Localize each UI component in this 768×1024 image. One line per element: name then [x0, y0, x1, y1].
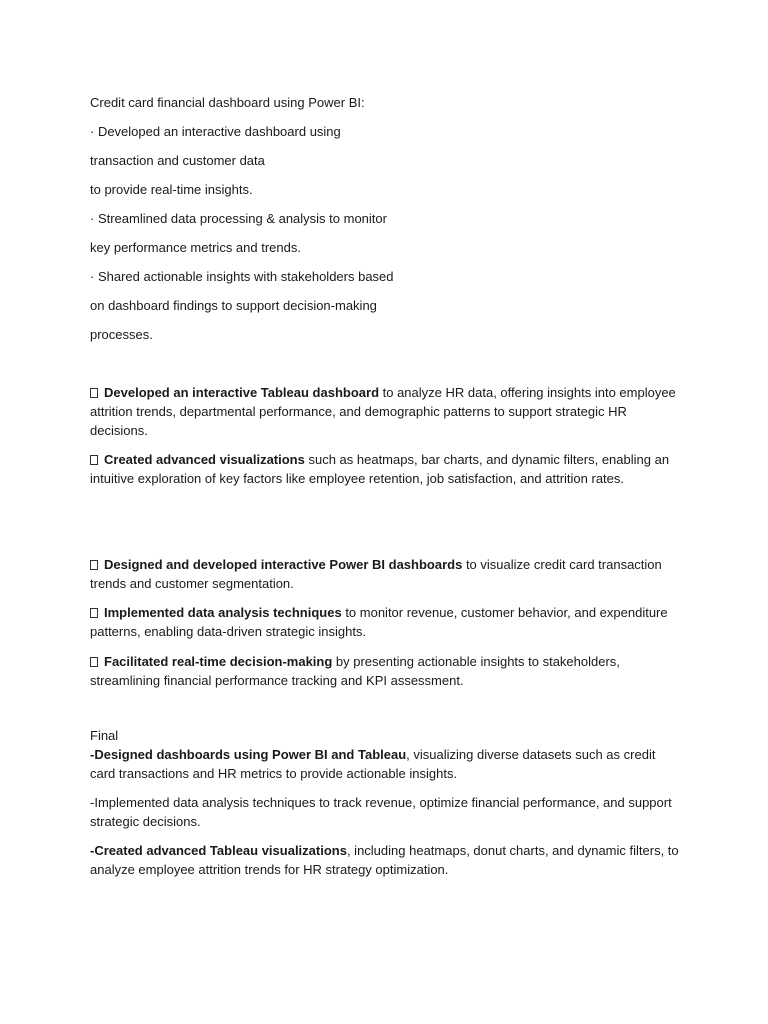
- intro-line: · Developed an interactive dashboard using: [90, 124, 341, 139]
- intro-line: · Streamlined data processing & analysis to monitor: [90, 211, 387, 226]
- bullet-bold: Facilitated real-time decision-making: [104, 654, 333, 669]
- final-item-text: , including heatmaps, donut charts, and dynamic filters, to analyze employee attrition trends for HR strategy optimization.: [90, 843, 679, 877]
- bullet-text: by presenting actionable insights to stakeholders, streamlining financial performance tracking and KPI assessment.: [90, 654, 620, 688]
- bullet-paragraph: [90, 555, 680, 593]
- intro-line: to provide real-time insights.: [90, 182, 253, 197]
- bullet-paragraph: [90, 652, 680, 690]
- bullet-text: to monitor revenue, customer behavior, and expenditure patterns, enabling data-driven strategic insights.: [90, 605, 668, 639]
- bullet-icon: [90, 560, 98, 570]
- intro-line: on dashboard findings to support decision-making: [90, 298, 377, 313]
- bullet-icon: [90, 608, 98, 618]
- bullet-paragraph: [90, 603, 680, 641]
- final-item: [90, 793, 680, 831]
- bullet-bold: Created advanced visualizations: [104, 452, 305, 467]
- bullet-paragraph: [90, 383, 680, 440]
- final-item-text: , visualizing diverse datasets such as credit card transactions and HR metrics to provide actionable insights.: [90, 747, 656, 781]
- bullet-bold: Implemented data analysis techniques: [104, 605, 342, 620]
- bullet-bold: Developed an interactive Tableau dashboard: [104, 385, 380, 400]
- final-item: [90, 841, 680, 879]
- intro-line: · Shared actionable insights with stakeholders based: [90, 269, 394, 284]
- bullet-bold: Designed and developed interactive Power BI dashboards: [104, 557, 463, 572]
- bullet-icon: [90, 455, 98, 465]
- bullet-text: such as heatmaps, bar charts, and dynamic filters, enabling an intuitive exploration of key factors like employee retention, job satisfaction, and attrition rates.: [90, 452, 670, 486]
- intro-line: processes.: [90, 327, 153, 342]
- final-label: Final: [90, 728, 119, 743]
- bullet-paragraph: [90, 450, 680, 488]
- final-item-bold: -Designed dashboards using Power BI and Tableau: [90, 747, 407, 762]
- bullet-text: to visualize credit card transaction trends and customer segmentation.: [90, 557, 662, 591]
- bullet-icon: [90, 657, 98, 667]
- bullet-text: to analyze HR data, offering insights into employee attrition trends, departmental performance, and demographic patterns to support strategic HR decisions.: [90, 385, 676, 438]
- intro-line: key performance metrics and trends.: [90, 240, 301, 255]
- intro-heading: Credit card financial dashboard using Power BI:: [90, 95, 365, 110]
- final-item-text: -Implemented data analysis techniques to track revenue, optimize financial performance, and support strategic decisions.: [90, 795, 672, 829]
- bullet-icon: [90, 388, 98, 398]
- final-item: [90, 745, 680, 783]
- final-item-bold: -Created advanced Tableau visualizations: [90, 843, 347, 858]
- intro-line: transaction and customer data: [90, 153, 265, 168]
